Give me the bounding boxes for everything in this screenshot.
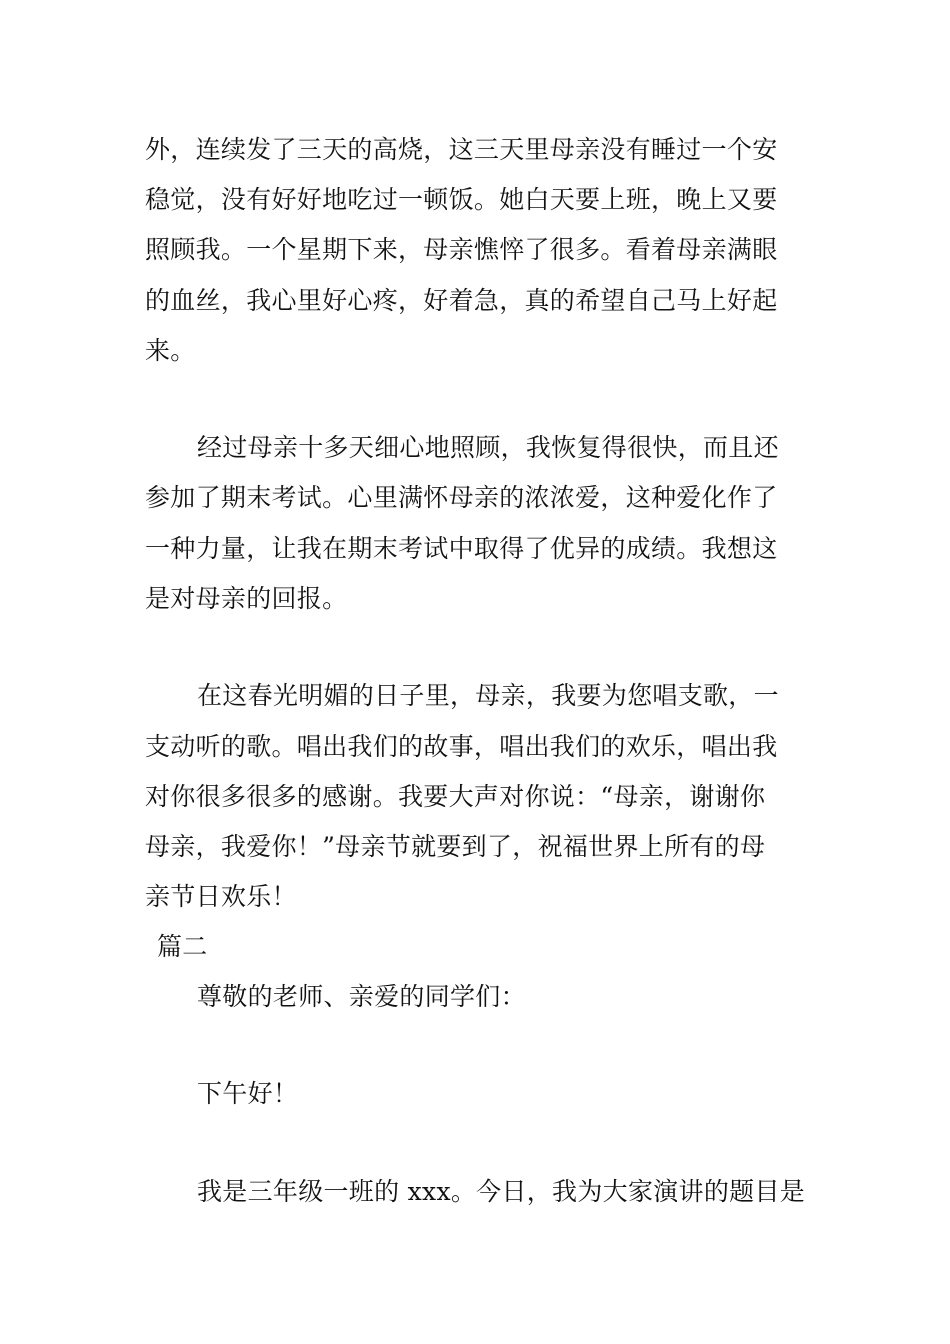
paragraph-1-line-2: 稳觉，没有好好地吃过一顿饭。她白天要上班，晚上又要 <box>145 185 778 214</box>
greeting: 下午好！ <box>197 1079 299 1108</box>
salutation: 尊敬的老师、亲爱的同学们： <box>197 982 526 1011</box>
paragraph-1-line-4: 的血丝，我心里好心疼，好着急，真的希望自己马上好起 <box>145 286 778 315</box>
paragraph-1-line-1: 外，连续发了三天的高烧，这三天里母亲没有睡过一个安 <box>145 135 778 164</box>
paragraph-3-line-5: 亲节日欢乐！ <box>145 882 297 911</box>
paragraph-2-line-1: 经过母亲十多天细心地照顾，我恢复得很快，而且还 <box>197 433 779 462</box>
paragraph-1-line-5: 来。 <box>145 336 196 365</box>
paragraph-2-line-3: 一种力量，让我在期末考试中取得了优异的成绩。我想这 <box>145 534 778 563</box>
paragraph-3-line-2: 支动听的歌。唱出我们的故事，唱出我们的欢乐，唱出我 <box>145 732 778 761</box>
intro-line: 我是三年级一班的 xxx。今日，我为大家演讲的题目是 <box>197 1177 806 1206</box>
paragraph-2-line-4: 是对母亲的回报。 <box>145 584 348 613</box>
paragraph-3-line-3: 对你很多很多的感谢。我要大声对你说：“母亲，谢谢你 <box>145 782 766 811</box>
paragraph-3-line-1: 在这春光明媚的日子里，母亲，我要为您唱支歌，一 <box>197 681 779 710</box>
paragraph-1-line-3: 照顾我。一个星期下来，母亲憔悴了很多。看着母亲满眼 <box>145 235 778 264</box>
paragraph-3-line-4: 母亲，我爱你！”母亲节就要到了，祝福世界上所有的母 <box>145 832 766 861</box>
paragraph-2-line-2: 参加了期末考试。心里满怀母亲的浓浓爱，这种爱化作了 <box>145 483 778 512</box>
section-heading: 篇二 <box>157 932 208 961</box>
